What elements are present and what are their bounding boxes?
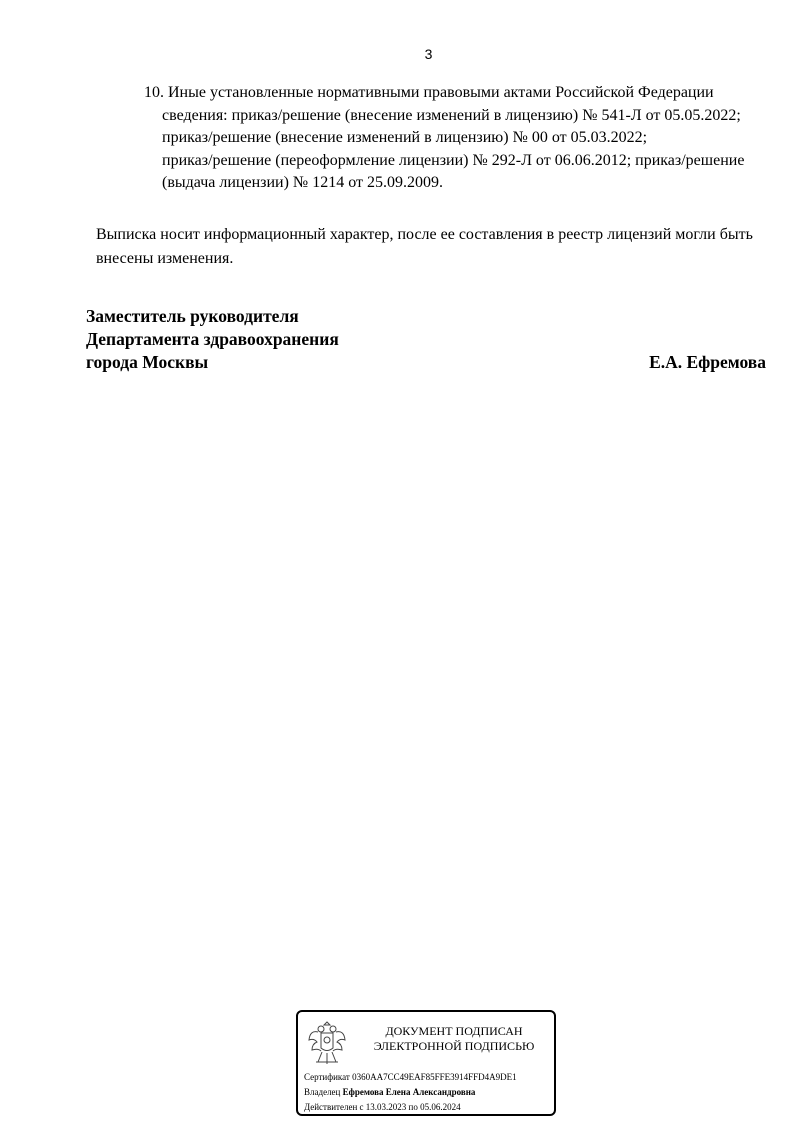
page-number: 3 <box>424 46 433 62</box>
disclaimer-note <box>96 223 776 271</box>
stamp-title-line: ЭЛЕКТРОННОЙ ПОДПИСЬЮ <box>373 1039 535 1053</box>
stamp-owner-label: Владелец <box>304 1087 341 1097</box>
note-line: Выписка носит информационный характер, после ее составления в реестр лицензий могли быть <box>96 226 753 243</box>
stamp-certificate: Сертификат 0360AA7CC49EAF85FFE3914FFD4A9DE1 <box>304 1072 517 1082</box>
stamp-owner <box>304 1085 517 1100</box>
item-10-line: (выдача лицензии) № 1214 от 25.09.2009. <box>162 174 443 191</box>
note-line: внесены изменения. <box>96 250 234 267</box>
item-10-line: приказ/решение (переоформление лицензии) № 292-Л от 06.06.2012; приказ/решение <box>162 151 745 169</box>
item-10-line: приказ/решение (внесение изменений в лицензию) № 00 от 05.03.2022; <box>162 129 648 146</box>
signatory-title-line: Департамента здравоохранения <box>86 329 339 349</box>
item-10-line: 10. Иные установленные нормативными правовыми актами Российской Федерации <box>144 84 714 101</box>
coat-of-arms-icon <box>306 1018 348 1068</box>
electronic-signature-stamp <box>296 1010 556 1116</box>
stamp-validity: Действителен с 13.03.2023 по 05.06.2024 <box>304 1102 461 1112</box>
item-10-paragraph <box>144 82 764 195</box>
signatory-title-line: города Москвы <box>86 352 209 372</box>
stamp-title <box>356 1024 552 1054</box>
stamp-title-line: ДОКУМЕНТ ПОДПИСАН <box>385 1024 523 1038</box>
item-10-line: сведения: приказ/решение (внесение изменений в лицензию) № 541-Л от 05.05.2022; <box>162 106 741 124</box>
signatory-title-line: Заместитель руководителя <box>86 306 299 326</box>
signatory-block <box>86 305 766 374</box>
stamp-owner-name: Ефремова Елена Александровна <box>342 1087 476 1097</box>
signatory-name: Е.А. Ефремова <box>649 352 766 372</box>
stamp-details <box>304 1070 517 1115</box>
